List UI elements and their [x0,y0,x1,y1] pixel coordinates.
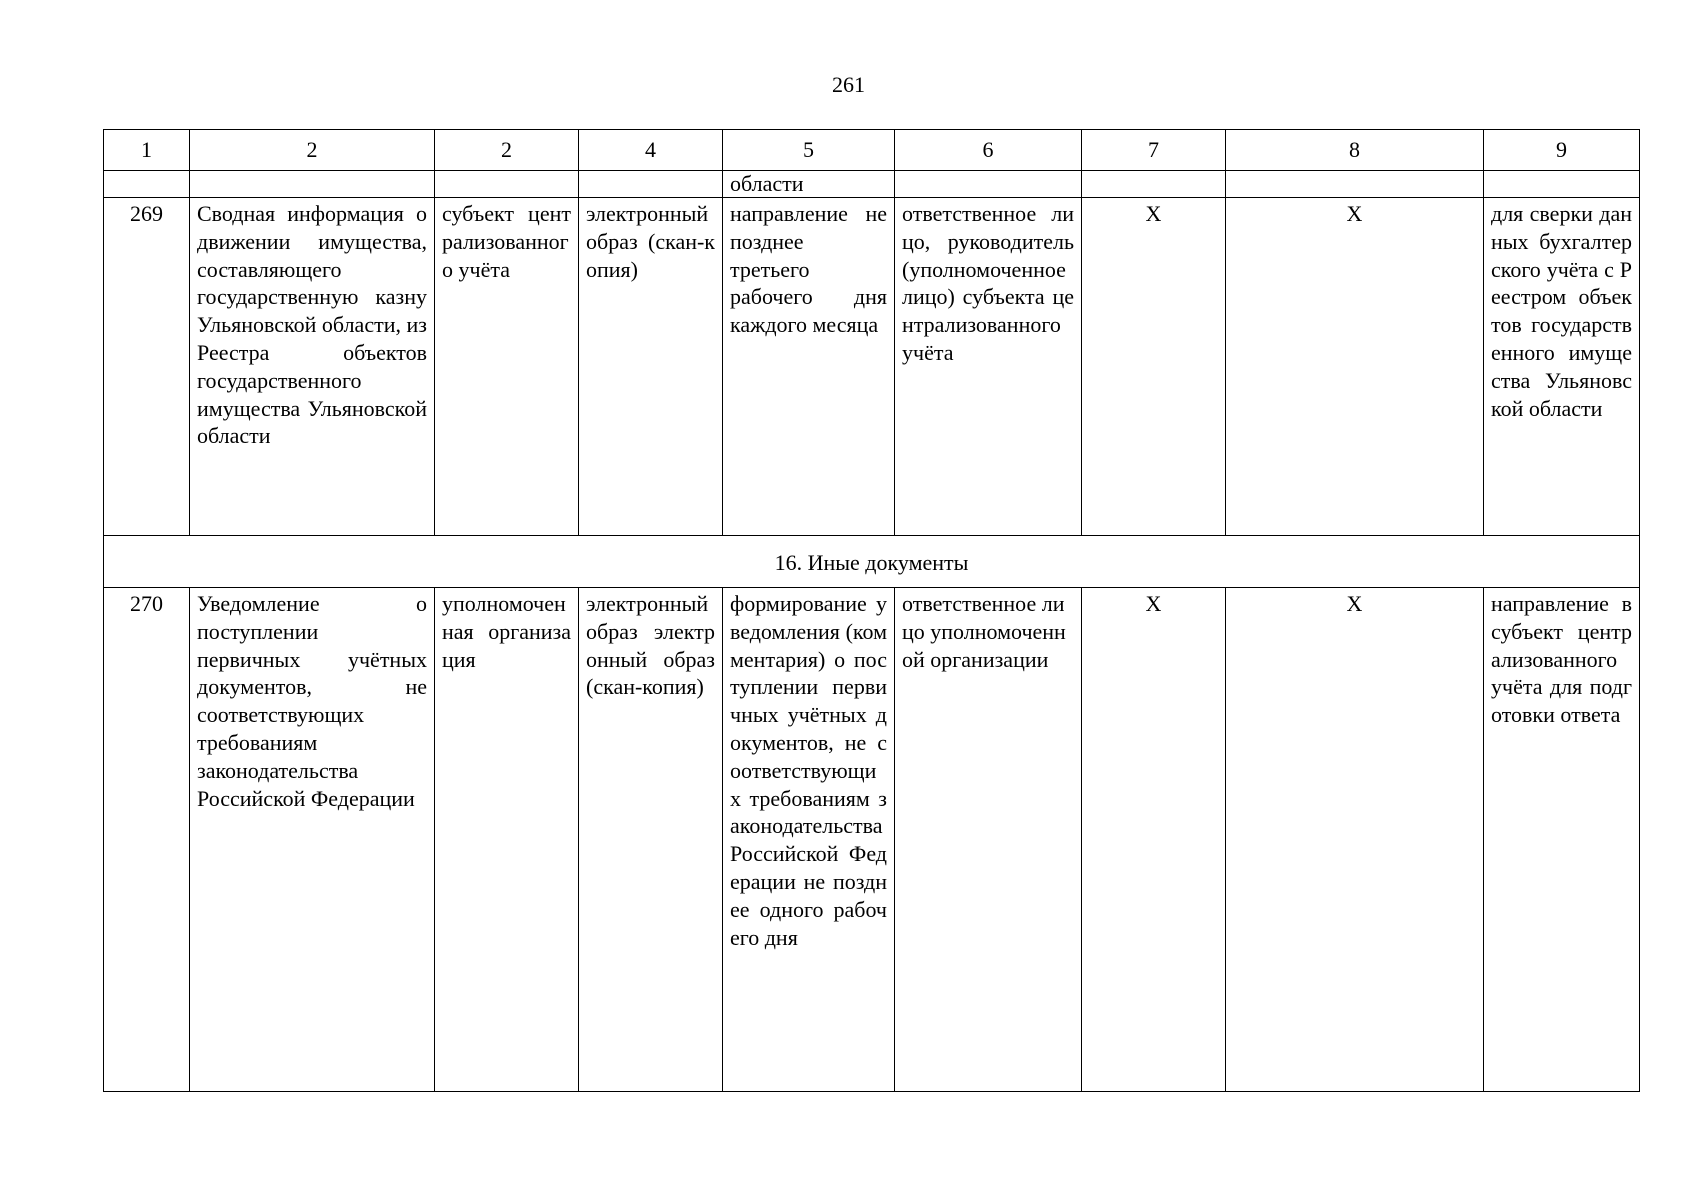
document-purpose: для сверки данных бухгалтерского учёта с Реестром объектов государственного имущества Ульяновской области [1484,198,1640,536]
responsible-person: ответственное лицо уполномоченной организации [895,588,1082,1092]
responsible-person: ответственное лицо, руководитель (уполномоченное лицо) субъекта централизованного учёта [895,198,1082,536]
continuation-row [104,171,1640,198]
header-cell: 7 [1082,130,1226,171]
header-cell: 2 [435,130,579,171]
section-title: 16. Иные документы [104,536,1640,588]
table-cell [895,171,1082,198]
header-cell: 9 [1484,130,1640,171]
document-purpose: направление в субъект централизованного учёта для подготовки ответа [1484,588,1640,1092]
document-deadline: направление не позднее третьего рабочего дня каждого месяца [723,198,895,536]
document-name: Сводная информация о движении имущества, составляющего государственную казну Ульяновской области, из Реестра объектов государственного имущества Ульяновской области [190,198,435,536]
header-cell: 6 [895,130,1082,171]
document-name: Уведомление о поступлении первичных учётных документов, не соответствующих требованиям законодательства Российской Федерации [190,588,435,1092]
document-table [103,129,1640,1092]
header-cell: 1 [104,130,190,171]
table-header-row [104,130,1640,171]
continuation-text: области [723,171,895,198]
table-row-270 [104,588,1640,1092]
header-cell: 8 [1226,130,1484,171]
table-cell [579,171,723,198]
header-cell: 4 [579,130,723,171]
column-7-value: X [1082,198,1226,536]
table-cell [1484,171,1640,198]
document-format: электронный образ электронный образ (скан-копия) [579,588,723,1092]
section-row [104,536,1640,588]
document-creator: субъект централизованного учёта [435,198,579,536]
document-creator: уполномоченная организация [435,588,579,1092]
column-7-value: X [1082,588,1226,1092]
table-cell [190,171,435,198]
table-cell [1082,171,1226,198]
row-number: 269 [104,198,190,536]
document-deadline: формирование уведомления (комментария) о поступлении первичных учётных документов, не соответствующих требованиям законодательства Российской Федерации не позднее одного рабочего дня [723,588,895,1092]
table-cell [1226,171,1484,198]
page-number: 261 [832,72,865,97]
table-cell [104,171,190,198]
document-format: электронный образ (скан-копия) [579,198,723,536]
row-number: 270 [104,588,190,1092]
header-cell: 5 [723,130,895,171]
header-cell: 2 [190,130,435,171]
table-row-269 [104,198,1640,536]
column-8-value: X [1226,588,1484,1092]
column-8-value: X [1226,198,1484,536]
table-cell [435,171,579,198]
